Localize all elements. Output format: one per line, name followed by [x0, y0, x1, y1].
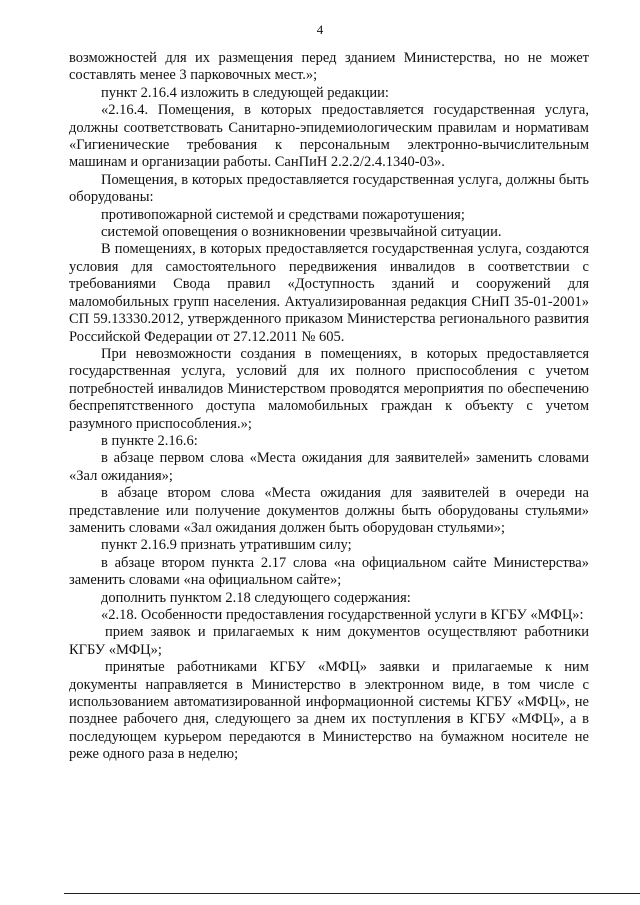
- paragraph: возможностей для их размещения перед зданием Министерства, но не может составлять менее 3 парковочных мест.»;: [69, 50, 589, 84]
- paragraph: В помещениях, в которых предоставляется государственная услуга, создаются условия для самостоятельного передвижения инвалидов в соответствии с требованиями Свода правил «Доступность зданий и сооружений для маломобильных групп населения. Актуализированная редакция СНиП 35-01-2001» СП 59.13330.2012, утвержденного приказом Министерства регионального развития Российской Федерации от 27.12.2011 № 605.: [69, 241, 589, 345]
- paragraph: Помещения, в которых предоставляется государственная услуга, должны быть оборудованы:: [69, 171, 589, 206]
- paragraph: противопожарной системой и средствами пожаротушения;: [101, 206, 465, 223]
- paragraph: При невозможности создания в помещениях, в которых предоставляется государственная услуга, условий для их полного приспособления с учетом потребностей инвалидов Министерством проводятся мероприятия по обеспечению беспрепятственного доступа маломобильных граждан к объекту с учетом разумного приспособления.»;: [69, 345, 589, 432]
- paragraph: принятые работниками КГБУ «МФЦ» заявки и прилагаемые к ним документы направляется в Министерство в электронном виде, в том числе с использованием автоматизированной информационной системы КГБУ «МФЦ», не позднее рабочего дня, следующего за днем их поступления в КГБУ «МФЦ», а в последующем курьером передаются в Министерство на бумажном носителе не реже одного раза в неделю;: [69, 659, 589, 763]
- paragraph: «2.18. Особенности предоставления государственной услуги в КГБУ «МФЦ»:: [101, 607, 584, 623]
- paragraph: «2.16.4. Помещения, в которых предоставляется государственная услуга, должны соответствовать Санитарно-эпидемиологическим правилам и нормативам «Гигиенические требования к персональным электронно-вычислительным машинам и организации работы. СанПиН 2.2.2/2.4.1340-03».: [69, 102, 589, 171]
- page-number: 4: [316, 22, 324, 37]
- document-body: [69, 50, 589, 764]
- bottom-rule: [64, 893, 640, 894]
- paragraph: в абзаце первом слова «Места ожидания для заявителей» заменить словами «Зал ожидания»;: [69, 450, 589, 484]
- paragraph: системой оповещения о возникновении чрезвычайной ситуации.: [101, 224, 502, 241]
- paragraph: пункт 2.16.9 признать утратившим силу;: [101, 537, 352, 554]
- paragraph: пункт 2.16.4 изложить в следующей редакции:: [101, 84, 389, 101]
- paragraph: в абзаце втором пункта 2.17 слова «на официальном сайте Министерства» заменить словами «на официальном сайте»;: [69, 554, 589, 589]
- paragraph: в пункте 2.16.6:: [101, 432, 198, 449]
- paragraph: прием заявок и прилагаемых к ним документов осуществляют работники КГБУ «МФЦ»;: [69, 624, 589, 658]
- paragraph: дополнить пунктом 2.18 следующего содержания:: [101, 589, 411, 606]
- paragraph: в абзаце втором слова «Места ожидания для заявителей в очереди на представление или получение документов должны быть оборудованы стульями» заменить словами «Зал ожидания должен быть оборудован стульями»;: [69, 485, 589, 536]
